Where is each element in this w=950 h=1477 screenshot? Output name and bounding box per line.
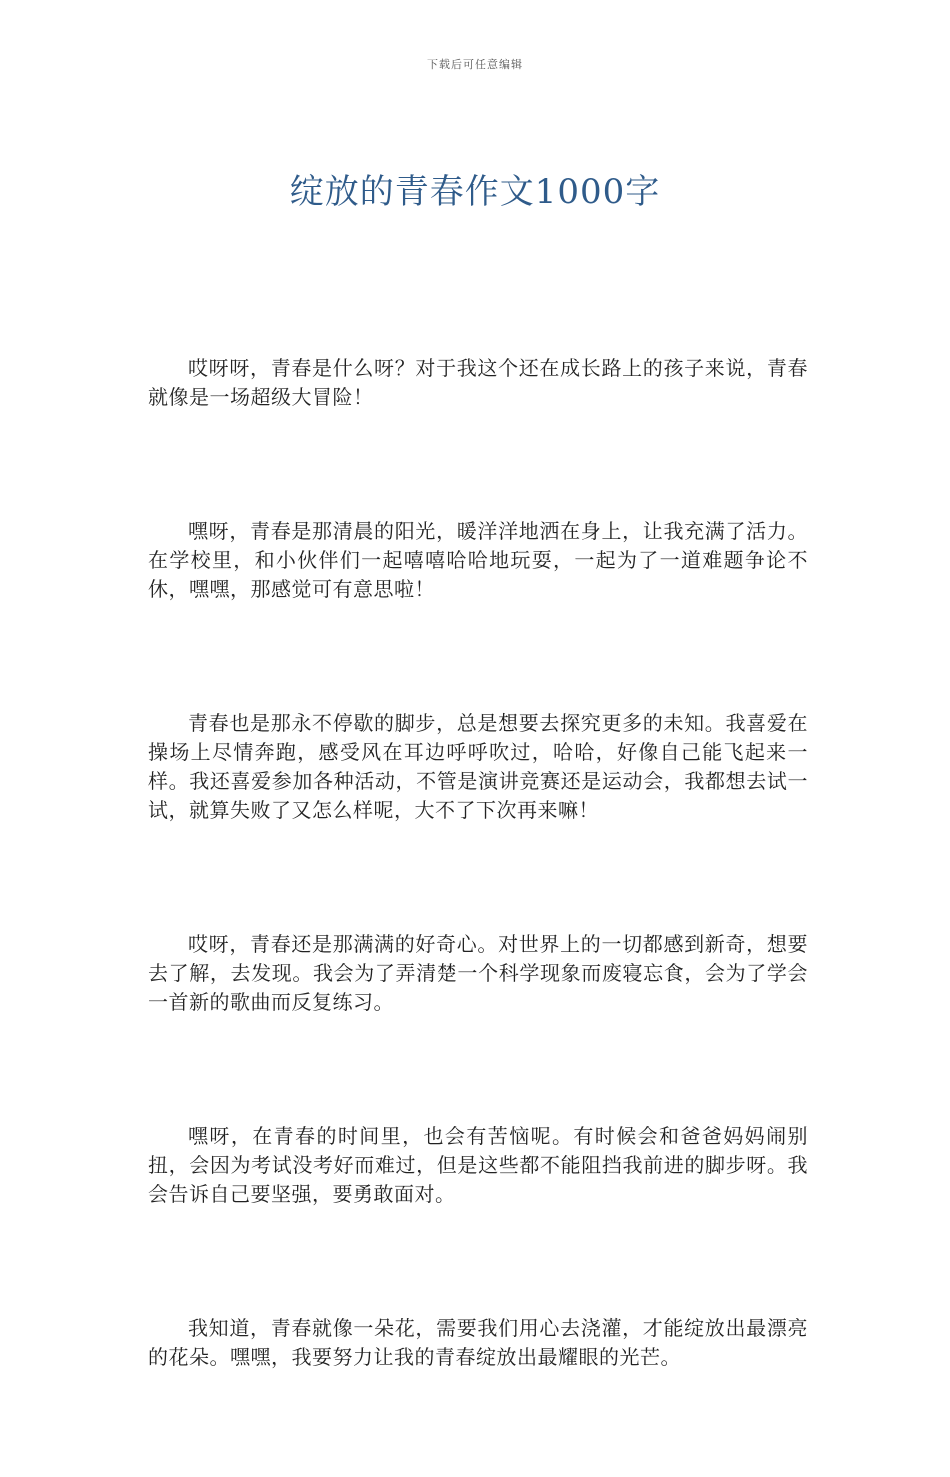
paragraph-5: 嘿呀，在青春的时间里，也会有苦恼呢。有时候会和爸爸妈妈闹别扭，会因为考试没考好而难过，但是这些都不能阻挡我前进的脚步呀。我会告诉自己要坚强，要勇敢面对。 — [148, 1124, 808, 1206]
document-body — [148, 354, 808, 1477]
header-note: 下载后可任意编辑 — [427, 58, 523, 71]
paragraph-1: 哎呀呀，青春是什么呀？对于我这个还在成长路上的孩子来说，青春就像是一场超级大冒险！ — [148, 356, 808, 409]
paragraph-6: 我知道，青春就像一朵花，需要我们用心去浇灌，才能绽放出最漂亮的花朵。嘿嘿，我要努力让我的青春绽放出最耀眼的光芒。 — [148, 1316, 808, 1369]
document-title: 绽放的青春作文1000字 — [289, 172, 661, 212]
paragraph-3: 青春也是那永不停歇的脚步，总是想要去探究更多的未知。我喜爱在操场上尽情奔跑，感受风在耳边呼呼吹过，哈哈，好像自己能飞起来一样。我还喜爱参加各种活动，不管是演讲竞赛还是运动会，我都想去试一试，就算失败了又怎么样呢，大不了下次再来嘛！ — [148, 711, 808, 822]
paragraph-4: 哎呀，青春还是那满满的好奇心。对世界上的一切都感到新奇，想要去了解，去发现。我会为了弄清楚一个科学现象而废寝忘食，会为了学会一首新的歌曲而反复练习。 — [148, 932, 808, 1014]
paragraph-2: 嘿呀，青春是那清晨的阳光，暖洋洋地洒在身上，让我充满了活力。在学校里，和小伙伴们一起嘻嘻哈哈地玩耍，一起为了一道难题争论不休，嘿嘿，那感觉可有意思啦！ — [148, 519, 808, 601]
